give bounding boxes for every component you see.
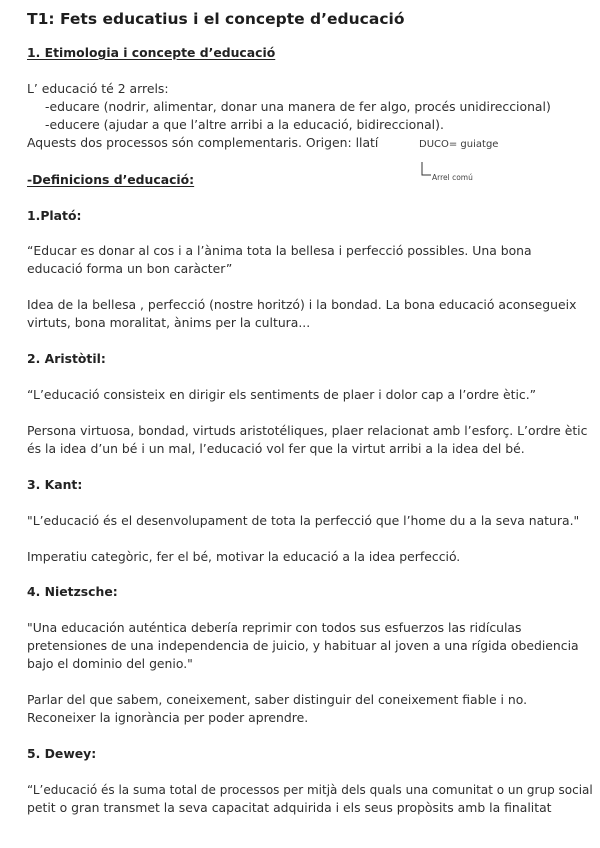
page-title: T1: Fets educatius i el concepte d’educació [27, 10, 405, 28]
nietzsche-note-line-1: Parlar del que sabem, coneixement, saber distinguir del coneixement fiable i no. [27, 692, 528, 707]
nietzsche-quote-line-2: pretensiones de una independencia de juicio, y habituar al joven a una rígida obediencia [27, 638, 579, 653]
kant-note: Imperatiu categòric, fer el bé, motivar la educació a la idea perfecció. [27, 549, 461, 564]
aristotle-note-line-1: Persona virtuosa, bondad, virtuds aristotéliques, plaer relacionat amb l’esforç. L’ordre ètic [27, 423, 588, 438]
kant-quote: "L’educació és el desenvolupament de tota la perfecció que l’home du a la seva natura." [27, 513, 580, 528]
nietzsche-quote-line-3: bajo el dominio del genio." [27, 656, 193, 671]
root-educere: -educere (ajudar a que l’altre arribi a la educació, bidireccional). [45, 117, 444, 132]
side-note-root: Arrel comú [432, 173, 473, 182]
dewey-quote-line-2: petit o gran transmet la seva capacitat adquirida i els seus propòsits amb la finalitat [27, 800, 552, 815]
plato-quote-line-2: educació forma un bon caràcter” [27, 261, 233, 276]
complementary-processes: Aquests dos processos són complementaris. Origen: llatí [27, 135, 379, 150]
aristotle-note-line-2: és la idea d’un bé i un mal, l’educació vol fer que la virtut arribi a la idea del bé. [27, 441, 525, 456]
dewey-quote-line-1: “L’educació és la suma total de processos per mitjà dels quals una comunitat o un grup social [27, 783, 593, 797]
dewey-heading: 5. Dewey: [27, 746, 97, 761]
plato-note-line-1: Idea de la bellesa , perfecció (nostre horitzó) i la bondad. La bona educació aconsegueix [27, 297, 577, 312]
kant-heading: 3. Kant: [27, 477, 83, 492]
plato-note-line-2: virtuts, bona moralitat, ànims per la cultura... [27, 315, 311, 330]
aristotle-heading: 2. Aristòtil: [27, 351, 106, 366]
arrow-icon [419, 161, 433, 179]
plato-heading: 1.Plató: [27, 208, 82, 223]
aristotle-quote: “L’educació consisteix en dirigir els sentiments de plaer i dolor cap a l’ordre ètic.” [27, 387, 537, 402]
definitions-heading: -Definicions d’educació: [27, 172, 195, 187]
side-note-duco: DUCO= guiatge [419, 139, 499, 150]
roots-intro: L’ educació té 2 arrels: [27, 81, 169, 96]
nietzsche-quote-line-1: "Una educación auténtica debería reprimir con todos sus esfuerzos las ridículas [27, 620, 522, 635]
nietzsche-heading: 4. Nietzsche: [27, 584, 118, 599]
root-educare: -educare (nodrir, alimentar, donar una manera de fer algo, procés unidireccional) [45, 99, 551, 114]
plato-quote-line-1: “Educar es donar al cos i a l’ànima tota la bellesa i perfecció possibles. Una bona [27, 243, 532, 258]
nietzsche-note-line-2: Reconeixer la ignorància per poder aprendre. [27, 710, 309, 725]
section-heading-etymology: 1. Etimologia i concepte d’educació [27, 45, 276, 60]
